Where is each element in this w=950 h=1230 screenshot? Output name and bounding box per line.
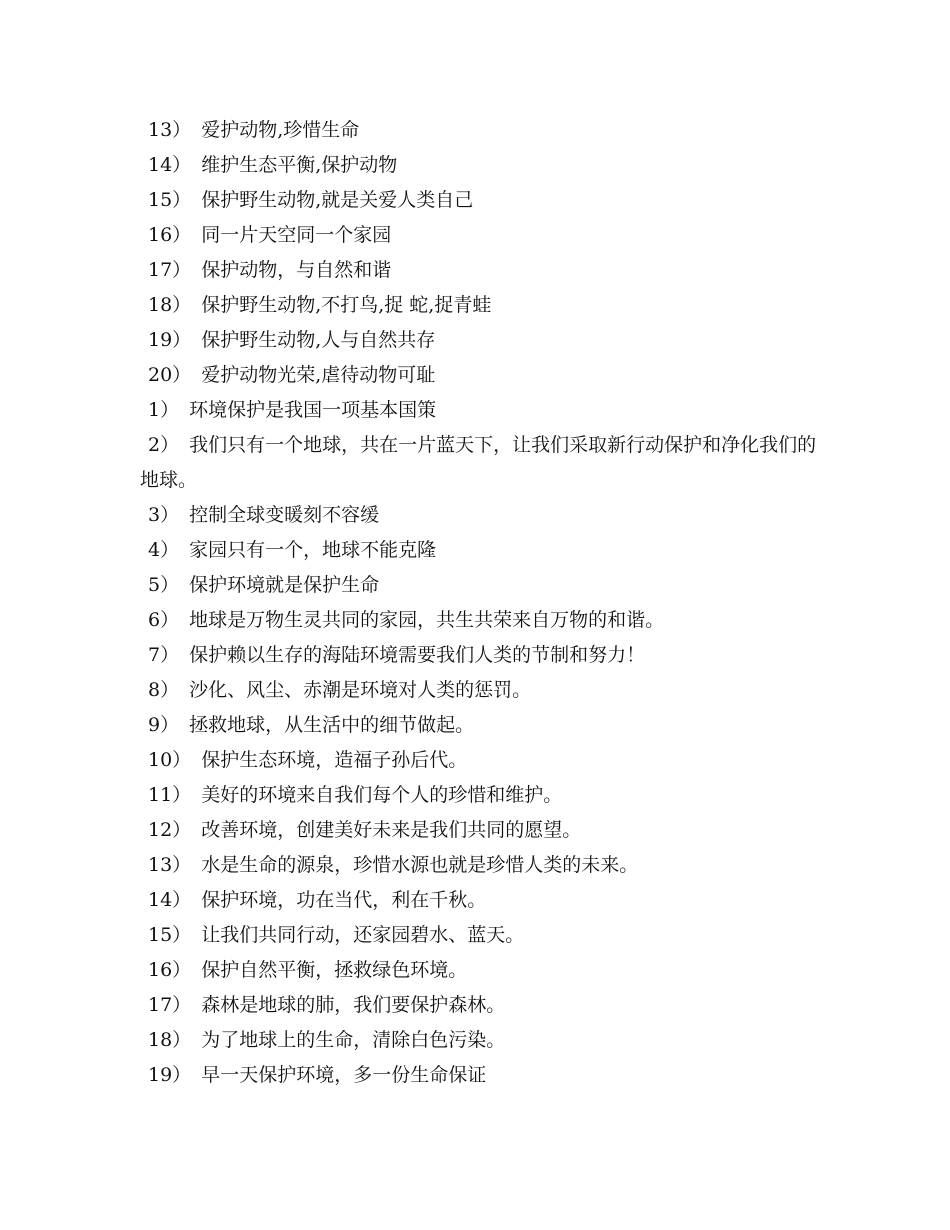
- item-number: 20）: [148, 364, 192, 386]
- list-item: [140, 988, 820, 1023]
- list-item: [140, 673, 820, 708]
- item-number: 16）: [148, 224, 192, 246]
- item-text: 保护自然平衡，拯救绿色环境。: [201, 959, 468, 981]
- list-item: [140, 918, 820, 953]
- item-number: 2）: [148, 434, 180, 456]
- item-number: 17）: [148, 994, 192, 1016]
- list-item: [140, 603, 820, 638]
- item-text: 森林是地球的肺，我们要保护森林。: [201, 994, 506, 1016]
- item-text: 拯救地球，从生活中的细节做起。: [189, 714, 475, 736]
- item-text: 控制全球变暖刻不容缓: [189, 504, 380, 526]
- item-text: 环境保护是我国一项基本国策: [189, 399, 437, 421]
- item-text: 维护生态平衡,保护动物: [201, 154, 398, 176]
- item-text: 为了地球上的生命，清除白色污染。: [201, 1029, 506, 1051]
- item-text: 我们只有一个地球，共在一片蓝天下，让我们采取新行动保护和净化我们的地球。: [140, 434, 817, 491]
- list-item: [140, 428, 820, 498]
- item-number: 13）: [148, 119, 192, 141]
- list-item: [140, 883, 820, 918]
- item-text: 同一片天空同一个家园: [201, 224, 392, 246]
- list-item: [140, 778, 820, 813]
- slogan-list: [140, 113, 820, 1093]
- item-text: 保护环境，功在当代，利在千秋。: [201, 889, 487, 911]
- item-number: 10）: [148, 749, 192, 771]
- item-text: 爱护动物光荣,虐待动物可耻: [201, 364, 436, 386]
- item-number: 7）: [148, 644, 180, 666]
- list-item: [140, 848, 820, 883]
- list-item: [140, 813, 820, 848]
- list-item: [140, 1058, 820, 1093]
- item-number: 9）: [148, 714, 180, 736]
- item-number: 15）: [148, 189, 192, 211]
- item-text: 保护环境就是保护生命: [189, 574, 380, 596]
- item-number: 17）: [148, 259, 192, 281]
- item-text: 保护野生动物,不打鸟,捉 蛇,捉青蛙: [201, 294, 492, 316]
- item-text: 保护动物，与自然和谐: [201, 259, 392, 281]
- item-number: 3）: [148, 504, 180, 526]
- item-number: 16）: [148, 959, 192, 981]
- item-text: 保护野生动物,就是关爱人类自己: [201, 189, 474, 211]
- item-number: 18）: [148, 294, 192, 316]
- list-item: [140, 393, 820, 428]
- list-item: [140, 253, 820, 288]
- item-number: 15）: [148, 924, 192, 946]
- list-item: [140, 323, 820, 358]
- item-number: 6）: [148, 609, 180, 631]
- item-number: 13）: [148, 854, 192, 876]
- item-text: 早一天保护环境，多一份生命保证: [201, 1064, 487, 1086]
- item-number: 8）: [148, 679, 180, 701]
- list-item: [140, 743, 820, 778]
- list-item: [140, 148, 820, 183]
- list-item: [140, 498, 820, 533]
- item-number: 14）: [148, 889, 192, 911]
- list-item: [140, 113, 820, 148]
- list-item: [140, 1023, 820, 1058]
- item-text: 保护赖以生存的海陆环境需要我们人类的节制和努力！: [189, 644, 646, 666]
- item-number: 12）: [148, 819, 192, 841]
- list-item: [140, 708, 820, 743]
- item-text: 地球是万物生灵共同的家园，共生共荣来自万物的和谐。: [189, 609, 665, 631]
- item-number: 19）: [148, 1064, 192, 1086]
- list-item: [140, 218, 820, 253]
- item-number: 1）: [148, 399, 180, 421]
- item-text: 保护生态环境，造福子孙后代。: [201, 749, 468, 771]
- item-text: 沙化、风尘、赤潮是环境对人类的惩罚。: [189, 679, 532, 701]
- item-text: 让我们共同行动，还家园碧水、蓝天。: [201, 924, 525, 946]
- item-number: 18）: [148, 1029, 192, 1051]
- item-number: 5）: [148, 574, 180, 596]
- item-text: 美好的环境来自我们每个人的珍惜和维护。: [201, 784, 563, 806]
- list-item: [140, 183, 820, 218]
- item-number: 4）: [148, 539, 180, 561]
- item-text: 改善环境，创建美好未来是我们共同的愿望。: [201, 819, 582, 841]
- list-item: [140, 288, 820, 323]
- item-number: 11）: [148, 784, 192, 806]
- item-number: 19）: [148, 329, 192, 351]
- list-item: [140, 638, 820, 673]
- list-item: [140, 568, 820, 603]
- item-text: 水是生命的源泉，珍惜水源也就是珍惜人类的未来。: [201, 854, 639, 876]
- list-item: [140, 533, 820, 568]
- item-text: 保护野生动物,人与自然共存: [201, 329, 436, 351]
- item-text: 爱护动物,珍惜生命: [201, 119, 360, 141]
- item-number: 14）: [148, 154, 192, 176]
- item-text: 家园只有一个，地球不能克隆: [189, 539, 437, 561]
- list-item: [140, 953, 820, 988]
- list-item: [140, 358, 820, 393]
